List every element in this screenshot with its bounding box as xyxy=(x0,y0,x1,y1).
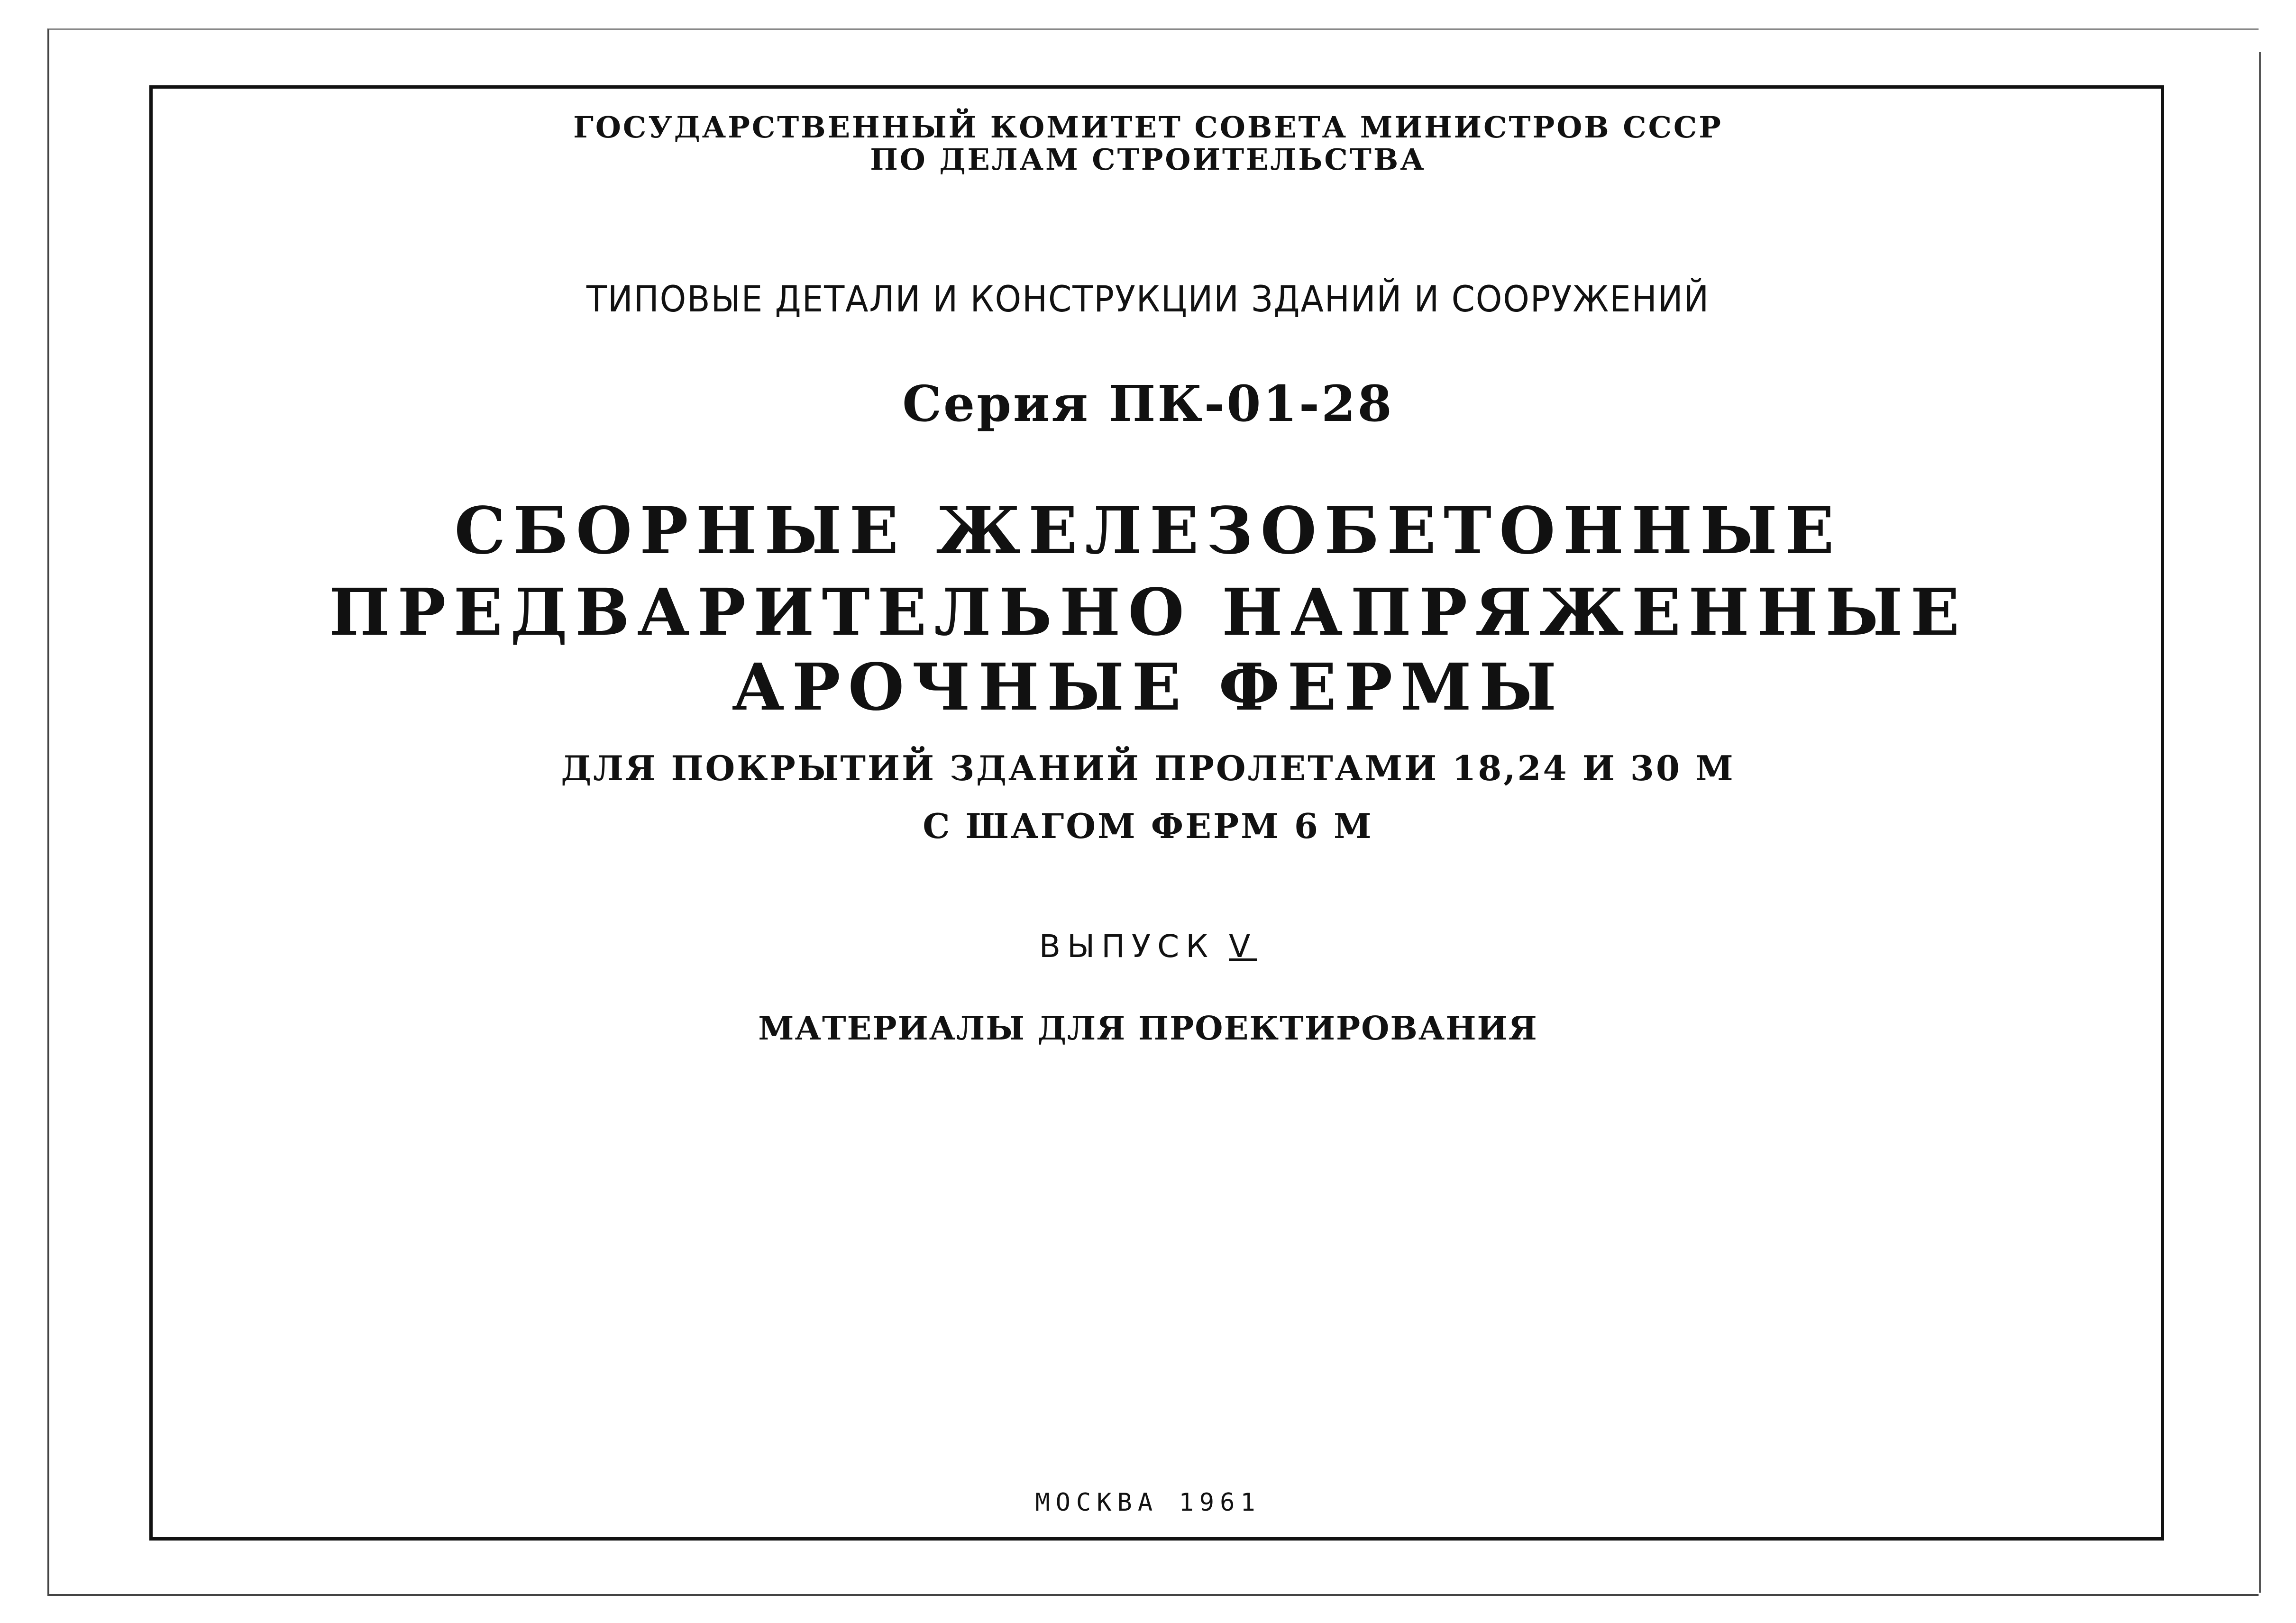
committee-line-1: ГОСУДАРСТВЕННЫЙ КОМИТЕТ СОВЕТА МИНИСТРОВ СССР xyxy=(573,110,1723,145)
main-title-line-1: СБОРНЫЕ ЖЕЛЕЗОБЕТОННЫЕ xyxy=(454,493,1842,569)
series-number: Серия ПК-01-28 xyxy=(902,374,1394,433)
subtitle-line-1: ДЛЯ ПОКРЫТИЙ ЗДАНИЙ ПРОЛЕТАМИ 18,24 И 30 М xyxy=(561,748,1735,788)
city-year: МОСКВА 1961 xyxy=(1035,1488,1261,1517)
collection-title: ТИПОВЫЕ ДЕТАЛИ И КОНСТРУКЦИИ ЗДАНИЙ И СООРУЖЕНИЙ xyxy=(586,278,1710,320)
issue-number: V xyxy=(1229,928,1257,965)
issue-heading xyxy=(0,928,2296,965)
materials-heading: МАТЕРИАЛЫ ДЛЯ ПРОЕКТИРОВАНИЯ xyxy=(758,1010,1538,1048)
main-title-line-2: ПРЕДВАРИТЕЛЬНО НАПРЯЖЕННЫЕ xyxy=(329,574,1967,650)
subtitle-line-2: С ШАГОМ ФЕРМ 6 М xyxy=(923,806,1373,846)
issue-label: ВЫПУСК xyxy=(1039,928,1215,965)
committee-line-2: ПО ДЕЛАМ СТРОИТЕЛЬСТВА xyxy=(870,142,1426,177)
main-title-line-3: АРОЧНЫЕ ФЕРМЫ xyxy=(732,649,1564,725)
